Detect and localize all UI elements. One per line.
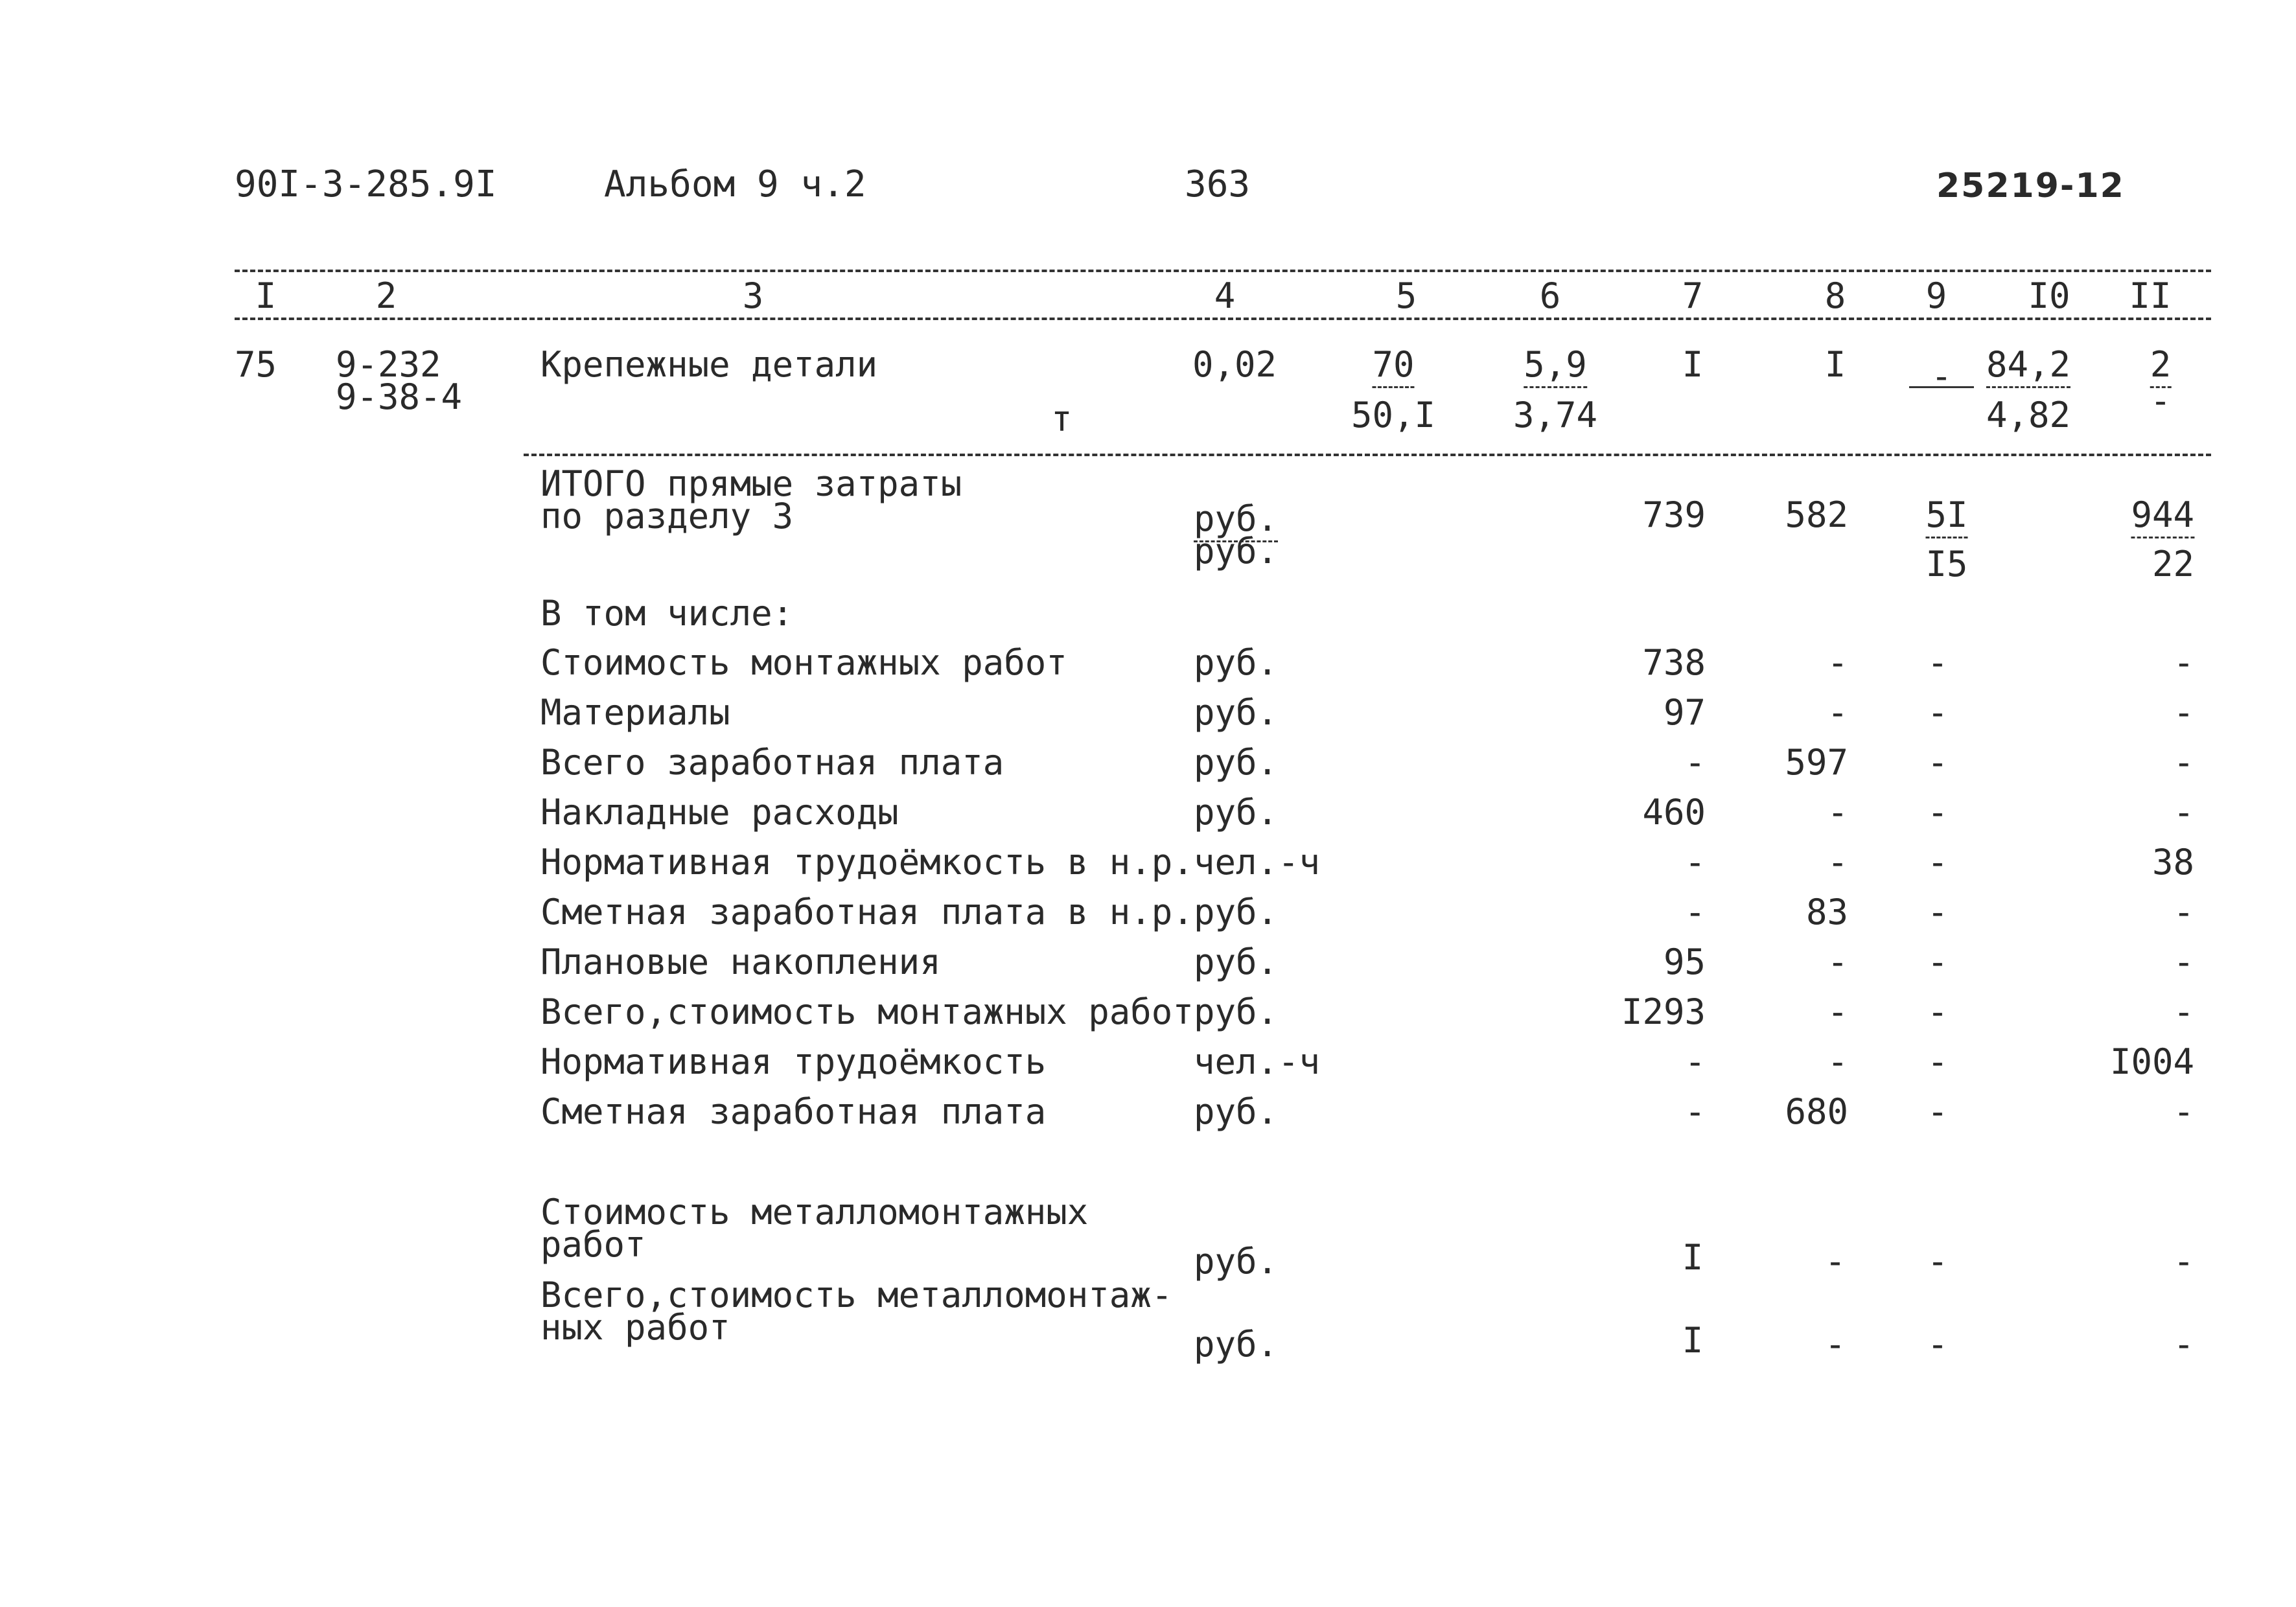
row-c9: - bbox=[1927, 692, 1949, 733]
metal-row-c7: I bbox=[1682, 1237, 1704, 1278]
header-bottom-rule bbox=[235, 318, 2211, 320]
row-label: Накладные расходы bbox=[540, 792, 899, 833]
row-c11: - bbox=[2173, 642, 2194, 683]
doc-code: 90I-3-285.9I bbox=[235, 163, 497, 205]
row-c8: 597 bbox=[1785, 742, 1848, 783]
metal-row-label-2: работ bbox=[540, 1224, 646, 1265]
item-qty: 0,02 bbox=[1192, 344, 1277, 385]
total-label-line-2: по разделу 3 bbox=[540, 496, 794, 537]
row-c7: - bbox=[1684, 892, 1706, 932]
row-c8: - bbox=[1827, 1041, 1848, 1082]
row-c9: - bbox=[1927, 742, 1949, 783]
total-c9-top: 5I bbox=[1925, 494, 1967, 538]
row-c8: 83 bbox=[1805, 892, 1848, 932]
item-c11-bottom: - bbox=[2150, 380, 2172, 421]
row-c7: - bbox=[1684, 742, 1706, 783]
col-header-2: 2 bbox=[375, 275, 397, 316]
total-c7: 739 bbox=[1642, 494, 1706, 535]
total-unit-1: руб. bbox=[1194, 498, 1278, 542]
stamp-number: 25219-12 bbox=[1936, 167, 2125, 205]
row-label: Стоимость монтажных работ bbox=[540, 642, 1067, 683]
metal-row-c11: - bbox=[2173, 1241, 2194, 1282]
row-unit: руб. bbox=[1194, 991, 1279, 1032]
row-c8: - bbox=[1827, 692, 1848, 733]
metal-total-c11: - bbox=[2173, 1324, 2194, 1365]
item-c9: - bbox=[1931, 356, 1953, 397]
row-c7: 95 bbox=[1663, 942, 1706, 982]
row-unit: руб. bbox=[1194, 942, 1279, 982]
album-label: Альбом 9 ч.2 bbox=[604, 163, 866, 205]
item-c7: I bbox=[1682, 344, 1704, 385]
total-c11-top: 944 bbox=[2131, 494, 2194, 538]
row-unit: руб. bbox=[1194, 792, 1279, 833]
col-header-11: II bbox=[2129, 275, 2172, 316]
metal-total-label-1: Всего,стоимость металломонтаж- bbox=[540, 1275, 1173, 1315]
total-c8: 582 bbox=[1785, 494, 1848, 535]
col-header-5: 5 bbox=[1395, 275, 1417, 316]
item-unit: т bbox=[1051, 399, 1073, 439]
row-c11: - bbox=[2173, 742, 2194, 783]
row-c7: 460 bbox=[1642, 792, 1706, 833]
item-c10-top: 84,2 bbox=[1986, 344, 2070, 388]
total-c11-bottom: 22 bbox=[2151, 544, 2194, 584]
row-c7: 738 bbox=[1642, 642, 1706, 683]
page-number: 363 bbox=[1185, 163, 1251, 205]
row-c8: - bbox=[1827, 792, 1848, 833]
item-c6-top: 5,9 bbox=[1524, 344, 1587, 388]
row-c9: - bbox=[1927, 942, 1949, 982]
col-header-9: 9 bbox=[1925, 275, 1947, 316]
row-c7: - bbox=[1684, 1041, 1706, 1082]
total-c9-bottom: I5 bbox=[1925, 544, 1968, 584]
row-c9: - bbox=[1927, 792, 1949, 833]
row-unit: чел.-ч bbox=[1194, 1041, 1321, 1082]
item-c10-bottom: 4,82 bbox=[1986, 395, 2071, 435]
metal-total-label-2: ных работ bbox=[540, 1307, 730, 1348]
row-c8: - bbox=[1827, 991, 1848, 1032]
row-unit: руб. bbox=[1194, 642, 1279, 683]
row-label: Плановые накопления bbox=[540, 942, 941, 982]
row-c9: - bbox=[1927, 991, 1949, 1032]
col-header-4: 4 bbox=[1214, 275, 1236, 316]
col-header-1: I bbox=[255, 275, 277, 316]
row-label: Всего,стоимость монтажных работ bbox=[540, 991, 1194, 1032]
row-label: Нормативная трудоёмкость в н.р. bbox=[540, 842, 1194, 883]
row-c9: - bbox=[1927, 642, 1949, 683]
row-c9: - bbox=[1927, 892, 1949, 932]
item-code-2: 9-38-4 bbox=[336, 376, 463, 417]
row-c11: 38 bbox=[2151, 842, 2194, 883]
item-c11-top: 2 bbox=[2150, 344, 2172, 388]
row-c11: - bbox=[2173, 942, 2194, 982]
row-c11: - bbox=[2173, 1091, 2194, 1132]
row-unit: руб. bbox=[1194, 742, 1279, 783]
item-c5-top: 70 bbox=[1372, 344, 1414, 388]
row-c11: - bbox=[2173, 692, 2194, 733]
metal-total-c8: - bbox=[1824, 1324, 1846, 1365]
row-c11: - bbox=[2173, 892, 2194, 932]
row-label: Сметная заработная плата bbox=[540, 1091, 1047, 1132]
row-unit: руб. bbox=[1194, 1091, 1279, 1132]
metal-row-c9: - bbox=[1927, 1241, 1949, 1282]
row-c11: - bbox=[2173, 792, 2194, 833]
row-c8: - bbox=[1827, 842, 1848, 883]
header-top-rule bbox=[235, 270, 2211, 272]
including-label: В том числе: bbox=[540, 593, 794, 634]
col-header-6: 6 bbox=[1539, 275, 1561, 316]
row-label: Нормативная трудоёмкость bbox=[540, 1041, 1047, 1082]
total-unit-2: руб. bbox=[1194, 531, 1279, 572]
row-label: Сметная заработная плата в н.р. bbox=[540, 892, 1194, 932]
item-c6-bottom: 3,74 bbox=[1513, 395, 1598, 435]
metal-row-label-1: Стоимость металломонтажных bbox=[540, 1192, 1089, 1232]
item-name: Крепежные детали bbox=[540, 344, 878, 385]
row-unit: руб. bbox=[1194, 892, 1279, 932]
section-separator-rule bbox=[524, 454, 2211, 456]
row-c8: - bbox=[1827, 942, 1848, 982]
row-c8: 680 bbox=[1785, 1091, 1848, 1132]
row-c9: - bbox=[1927, 1041, 1949, 1082]
total-label-line-1: ИТОГО прямые затраты bbox=[540, 463, 962, 504]
item-c5-bottom: 50,I bbox=[1351, 395, 1436, 435]
col-header-3: 3 bbox=[742, 275, 764, 316]
row-c9: - bbox=[1927, 1091, 1949, 1132]
metal-total-c7: I bbox=[1682, 1320, 1704, 1361]
row-c11: I004 bbox=[2109, 1041, 2194, 1082]
row-c7: I293 bbox=[1621, 991, 1706, 1032]
item-c8: I bbox=[1824, 344, 1846, 385]
row-c11: - bbox=[2173, 991, 2194, 1032]
row-c7: - bbox=[1684, 1091, 1706, 1132]
row-c8: - bbox=[1827, 642, 1848, 683]
metal-total-unit: руб. bbox=[1194, 1324, 1279, 1365]
item-number: 75 bbox=[235, 344, 277, 385]
row-unit: чел.-ч bbox=[1194, 842, 1321, 883]
col-header-8: 8 bbox=[1824, 275, 1846, 316]
metal-total-c9: - bbox=[1927, 1324, 1949, 1365]
item-c9-fraction-rule bbox=[1909, 386, 1974, 388]
col-header-10: I0 bbox=[2028, 275, 2070, 316]
item-code-1: 9-232 bbox=[336, 344, 441, 385]
row-unit: руб. bbox=[1194, 692, 1279, 733]
metal-row-c8: - bbox=[1824, 1241, 1846, 1282]
row-label: Материалы bbox=[540, 692, 730, 733]
row-label: Всего заработная плата bbox=[540, 742, 1004, 783]
row-c9: - bbox=[1927, 842, 1949, 883]
col-header-7: 7 bbox=[1682, 275, 1704, 316]
metal-row-unit: руб. bbox=[1194, 1241, 1279, 1282]
row-c7: - bbox=[1684, 842, 1706, 883]
row-c7: 97 bbox=[1663, 692, 1706, 733]
